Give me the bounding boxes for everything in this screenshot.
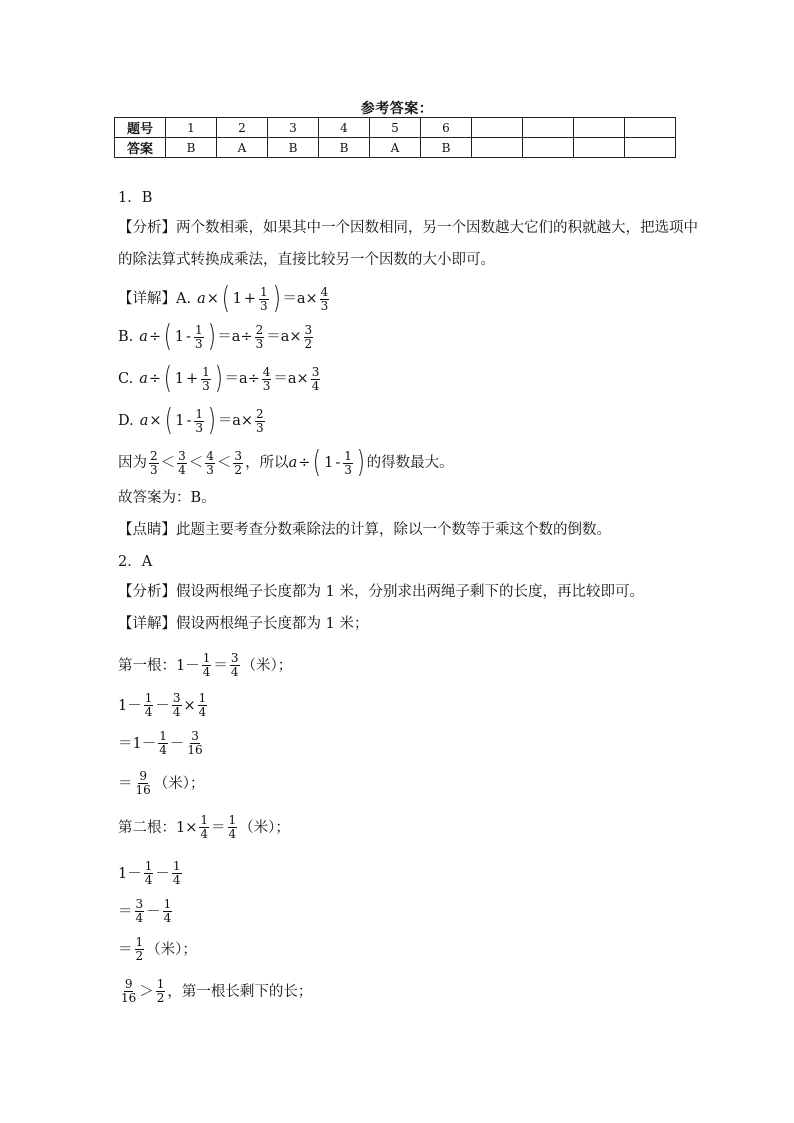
table-cell: B bbox=[319, 138, 370, 158]
q2-calc-6 bbox=[118, 936, 197, 963]
numerator: 4 bbox=[320, 284, 329, 299]
eq-text: ＝a× bbox=[273, 371, 309, 387]
left-paren: ( bbox=[313, 445, 322, 480]
fraction bbox=[177, 450, 187, 477]
fraction bbox=[202, 652, 212, 679]
numerator: 2 bbox=[150, 448, 158, 463]
numerator: 1 bbox=[260, 284, 268, 299]
table-row-answers bbox=[115, 138, 676, 158]
q1-heading: 1．B bbox=[118, 190, 153, 206]
left-paren: ( bbox=[164, 403, 173, 438]
numerator: 3 bbox=[311, 364, 320, 379]
eq-text: ＝a× bbox=[266, 329, 302, 345]
q2-analysis: 【分析】假设两根绳子长度都为 1 米，分别求出两绳子剩下的长度，再比较即可。 bbox=[118, 584, 644, 600]
q2-calc-5 bbox=[118, 898, 174, 925]
fraction bbox=[259, 286, 269, 313]
fraction bbox=[120, 978, 137, 1005]
table-cell bbox=[625, 118, 676, 138]
numerator: 3 bbox=[304, 322, 313, 337]
denominator: 16 bbox=[187, 743, 203, 757]
fraction bbox=[311, 366, 321, 393]
fraction bbox=[172, 860, 182, 887]
denominator: 3 bbox=[344, 462, 352, 477]
numerator: 1 bbox=[135, 935, 144, 949]
table-cell bbox=[523, 118, 574, 138]
option-label: D. bbox=[118, 413, 134, 429]
less-than: ＜ bbox=[216, 455, 232, 471]
var-a: a bbox=[139, 329, 148, 345]
denominator: 4 bbox=[228, 827, 237, 841]
denominator: 4 bbox=[202, 665, 211, 679]
numerator: 1 bbox=[156, 977, 165, 991]
q1-option-d bbox=[118, 403, 267, 438]
right-paren: ) bbox=[272, 281, 281, 316]
eq-sign: ＝ bbox=[118, 941, 133, 958]
q2-final bbox=[118, 978, 312, 1005]
fraction bbox=[158, 730, 168, 757]
minus-sign: - bbox=[186, 329, 191, 345]
numerator: 3 bbox=[172, 691, 181, 705]
numerator: 1 bbox=[228, 813, 237, 827]
denominator: 3 bbox=[260, 298, 268, 313]
var-a: a bbox=[139, 371, 148, 387]
fraction bbox=[205, 450, 215, 477]
table-cell: A bbox=[370, 138, 421, 158]
numerator: 3 bbox=[234, 448, 243, 463]
denominator: 4 bbox=[200, 827, 209, 841]
row-label-answer: 答案 bbox=[115, 138, 166, 158]
table-cell: 3 bbox=[268, 118, 319, 138]
denominator: 3 bbox=[202, 378, 210, 393]
less-than: ＜ bbox=[160, 455, 176, 471]
denominator: 2 bbox=[156, 991, 165, 1005]
denominator: 2 bbox=[135, 949, 144, 963]
denominator: 4 bbox=[311, 378, 320, 393]
eq-text: ＝a× bbox=[282, 291, 318, 307]
denominator: 3 bbox=[256, 420, 264, 435]
plus-sign: + bbox=[243, 291, 257, 307]
num: 1 bbox=[175, 413, 185, 429]
eq-text: ＝a÷ bbox=[217, 329, 253, 345]
q2-calc-4 bbox=[118, 860, 184, 887]
q1-option-a bbox=[118, 281, 331, 316]
denominator: 4 bbox=[230, 665, 239, 679]
q1-conclusion: 故答案为：B。 bbox=[118, 490, 216, 506]
answer-title: 参考答案： bbox=[360, 101, 434, 117]
numerator: 1 bbox=[202, 364, 210, 379]
denominator: 4 bbox=[144, 705, 153, 719]
table-cell: 2 bbox=[217, 118, 268, 138]
fraction bbox=[135, 898, 145, 925]
var-a: a bbox=[139, 413, 149, 429]
div-sign: ÷ bbox=[148, 371, 161, 387]
fraction bbox=[343, 450, 353, 477]
numerator: 3 bbox=[135, 897, 144, 911]
num: 1 bbox=[174, 371, 184, 387]
fraction bbox=[194, 324, 204, 351]
denominator: 3 bbox=[194, 336, 203, 351]
eq-sign: ＝ bbox=[118, 903, 133, 920]
table-row-numbers bbox=[115, 118, 676, 138]
minus-sign: － bbox=[169, 735, 185, 752]
fraction bbox=[156, 978, 166, 1005]
detail-label: 【详解】A. bbox=[118, 291, 192, 307]
fraction bbox=[144, 692, 154, 719]
eq-sign: ＝ bbox=[211, 819, 226, 836]
minus-sign: － bbox=[155, 865, 170, 882]
denominator: 3 bbox=[206, 462, 214, 477]
first-text: 第一根：1－ bbox=[118, 657, 200, 674]
numerator: 1 bbox=[344, 448, 352, 463]
numerator: 1 bbox=[144, 859, 153, 873]
eq-text: ＝a× bbox=[217, 413, 254, 429]
q1-comparison bbox=[118, 445, 454, 480]
second-text: 第二根：1× bbox=[118, 819, 198, 836]
q1-analysis-line1: 【分析】两个数相乘，如果其中一个因数相同，另一个因数越大它们的积就越大，把选项中 bbox=[118, 220, 698, 236]
numerator: 3 bbox=[230, 651, 239, 665]
numerator: 4 bbox=[206, 448, 214, 463]
eq-text: ＝a÷ bbox=[224, 371, 260, 387]
q2-first-rope bbox=[118, 652, 292, 679]
div-sign: ÷ bbox=[148, 329, 162, 345]
num: 1 bbox=[232, 291, 242, 307]
q1-option-b bbox=[118, 319, 315, 354]
numerator: 9 bbox=[124, 977, 133, 991]
q1-analysis-line2: 的除法算式转换成乘法，直接比较另一个因数的大小即可。 bbox=[118, 252, 495, 268]
q2-calc-3 bbox=[118, 770, 205, 797]
minus-sign: － bbox=[155, 697, 170, 714]
one-minus: 1－ bbox=[118, 865, 142, 882]
unit-text: （米）； bbox=[153, 775, 205, 792]
fraction bbox=[194, 408, 204, 435]
table-cell: B bbox=[268, 138, 319, 158]
fraction bbox=[144, 860, 154, 887]
table-cell bbox=[472, 118, 523, 138]
fraction bbox=[163, 898, 173, 925]
numerator: 9 bbox=[139, 769, 147, 783]
fraction bbox=[233, 450, 243, 477]
denominator: 3 bbox=[262, 378, 271, 393]
answer-table bbox=[114, 117, 676, 158]
table-cell: 5 bbox=[370, 118, 421, 138]
fraction bbox=[199, 814, 209, 841]
fraction bbox=[230, 652, 240, 679]
numerator: 1 bbox=[144, 691, 153, 705]
denominator: 4 bbox=[172, 873, 181, 887]
q2-calc-2 bbox=[118, 730, 206, 757]
numerator: 1 bbox=[194, 322, 203, 337]
fraction bbox=[255, 324, 265, 351]
denominator: 4 bbox=[178, 462, 186, 477]
denominator: 3 bbox=[255, 336, 264, 351]
denominator: 4 bbox=[144, 873, 153, 887]
denominator: 16 bbox=[135, 783, 151, 797]
denominator: 4 bbox=[159, 743, 167, 757]
numerator: 2 bbox=[256, 406, 264, 421]
denominator: 3 bbox=[195, 420, 204, 435]
q2-detail: 【详解】假设两根绳子长度都为 1 米； bbox=[118, 616, 369, 632]
fraction bbox=[304, 324, 314, 351]
table-cell: A bbox=[217, 138, 268, 158]
left-paren: ( bbox=[163, 361, 172, 396]
one-minus: 1－ bbox=[118, 697, 142, 714]
fraction bbox=[201, 366, 211, 393]
table-cell bbox=[523, 138, 574, 158]
unit-text: （米）； bbox=[239, 819, 290, 836]
greater-than: ＞ bbox=[139, 983, 154, 1000]
biggest-text: 的得数最大。 bbox=[366, 455, 454, 471]
times-sign: × bbox=[149, 413, 162, 429]
table-cell bbox=[625, 138, 676, 158]
numerator: 1 bbox=[200, 813, 209, 827]
div-sign: ÷ bbox=[298, 455, 311, 471]
right-paren: ) bbox=[214, 361, 223, 396]
denominator: 2 bbox=[234, 462, 243, 477]
unit-text: （米）； bbox=[241, 657, 293, 674]
fraction bbox=[255, 408, 265, 435]
times-sign: × bbox=[183, 697, 196, 714]
option-label: C. bbox=[118, 371, 134, 387]
numerator: 1 bbox=[198, 691, 207, 705]
var-a: a bbox=[288, 455, 298, 471]
var-a: a bbox=[197, 291, 206, 307]
numerator: 1 bbox=[172, 859, 181, 873]
denominator: 3 bbox=[150, 462, 158, 477]
left-paren: ( bbox=[221, 281, 230, 316]
table-cell: 4 bbox=[319, 118, 370, 138]
denominator: 2 bbox=[304, 336, 313, 351]
numerator: 1 bbox=[195, 406, 204, 421]
less-than: ＜ bbox=[188, 455, 204, 471]
minus-sign: - bbox=[335, 455, 341, 471]
numerator: 1 bbox=[159, 729, 167, 743]
numerator: 1 bbox=[163, 897, 172, 911]
numerator: 3 bbox=[191, 729, 199, 743]
numerator: 2 bbox=[255, 322, 264, 337]
num: 1 bbox=[324, 455, 334, 471]
table-cell: B bbox=[421, 138, 472, 158]
right-paren: ) bbox=[207, 403, 216, 438]
fraction bbox=[172, 692, 182, 719]
fraction bbox=[186, 730, 203, 757]
num: 1 bbox=[174, 329, 185, 345]
unit-text: （米）； bbox=[146, 941, 197, 958]
fraction bbox=[262, 366, 272, 393]
q2-calc-1 bbox=[118, 692, 209, 719]
right-paren: ) bbox=[356, 445, 365, 480]
table-cell: B bbox=[166, 138, 217, 158]
denominator: 4 bbox=[135, 911, 144, 925]
table-cell bbox=[574, 138, 625, 158]
fraction bbox=[135, 770, 152, 797]
denominator: 4 bbox=[163, 911, 172, 925]
denominator: 3 bbox=[320, 298, 329, 313]
so-text: ，所以 bbox=[245, 455, 289, 471]
numerator: 1 bbox=[202, 651, 211, 665]
fraction bbox=[149, 450, 159, 477]
left-paren: ( bbox=[163, 319, 173, 354]
fraction bbox=[135, 936, 145, 963]
plus-sign: + bbox=[185, 371, 199, 387]
table-cell: 6 bbox=[421, 118, 472, 138]
denominator: 4 bbox=[172, 705, 181, 719]
final-text: ，第一根长剩下的长； bbox=[167, 983, 313, 1000]
numerator: 3 bbox=[178, 448, 186, 463]
minus-sign: - bbox=[186, 413, 192, 429]
minus-sign: － bbox=[146, 903, 161, 920]
q1-tip: 【点睛】此题主要考查分数乘除法的计算，除以一个数等于乘这个数的倒数。 bbox=[118, 522, 611, 538]
table-cell: 1 bbox=[166, 118, 217, 138]
eq-one-minus: ＝1－ bbox=[118, 735, 157, 752]
denominator: 16 bbox=[121, 991, 137, 1005]
eq-sign: ＝ bbox=[118, 775, 133, 792]
numerator: 4 bbox=[262, 364, 271, 379]
row-label-number: 题号 bbox=[115, 118, 166, 138]
denominator: 4 bbox=[198, 705, 207, 719]
q1-option-c bbox=[118, 361, 322, 396]
right-paren: ) bbox=[207, 319, 216, 354]
fraction bbox=[320, 286, 330, 313]
option-label: B. bbox=[118, 329, 134, 345]
times-sign: × bbox=[206, 291, 219, 307]
because-text: 因为 bbox=[118, 455, 147, 471]
q2-second-rope bbox=[118, 814, 290, 841]
fraction bbox=[198, 692, 208, 719]
table-cell bbox=[574, 118, 625, 138]
table-cell bbox=[472, 138, 523, 158]
fraction bbox=[228, 814, 238, 841]
eq-sign: ＝ bbox=[213, 657, 228, 674]
q2-heading: 2．A bbox=[118, 554, 153, 570]
